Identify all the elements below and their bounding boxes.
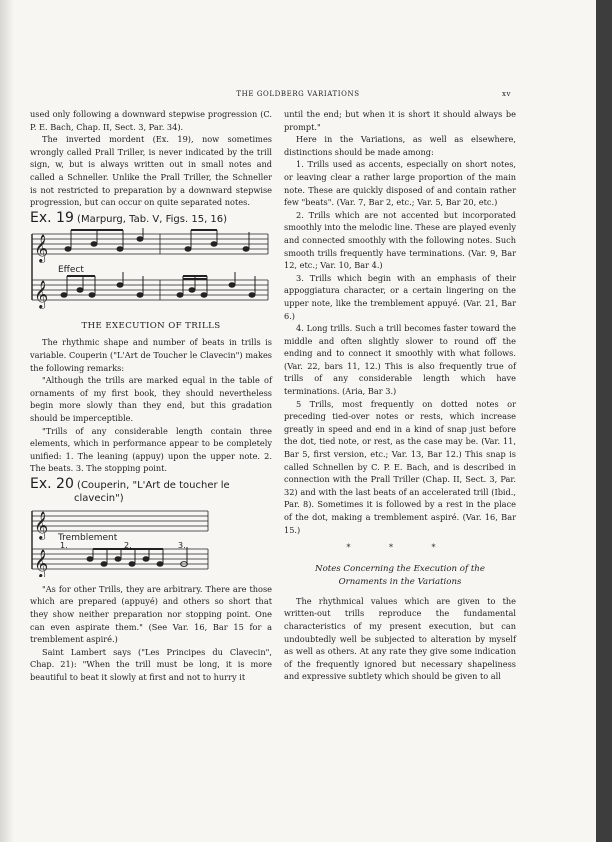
music-example-20 [28, 507, 272, 577]
section-divider: * * * [346, 543, 454, 553]
paragraph: "Trills of any considerable length contain three elements, which in performance appear to be completely unified: 1. The leaning (appuy) upon the upper note. 2. The beats. 3. The stopping point. [30, 425, 272, 474]
svg-text:𝄞: 𝄞 [34, 279, 49, 308]
example-number: Ex. 19 [30, 209, 74, 226]
right-column [284, 108, 516, 683]
list-item: 4. Long trills. Such a trill becomes faster toward the middle and often slightly slower to round off the ending and to connect it smoothly with what follows. (Var. 22, bars 11, 12.) This is also frequently true of trills of any considerable length which have terminations. (Aria, Bar 3.) [284, 323, 516, 397]
list-item: 2. Trills which are not accented but incorporated smoothly into the melodic line. These are played evenly and connected smoothly with the following notes. Such smooth trills frequently have terminations. (Var. 9, Bar 12, etc.; Var. 10, Bar 4.) [284, 209, 516, 271]
music-example-19 [28, 228, 272, 314]
subsection-heading-line-1: Notes Concerning the Execution of the [315, 563, 485, 574]
element-3-label: 3. [178, 540, 186, 550]
list-item: 3. Trills which begin with an emphasis of their appoggiatura character, or a certain lingering on the upper note, like the tremblement appuyé. (Var. 21, Bar 6.) [284, 272, 516, 321]
element-2-label: 2. [124, 540, 132, 550]
example-caption: (Marpurg, Tab. V, Figs. 15, 16) [77, 213, 228, 225]
list-item: 5 Trills, most frequently on dotted notes or preceding tied-over notes or rests, which increase greatly in speed and end in a kind of snap just before the dot, tied note, or rest, as the case may be. (Var. 11, Bar 5, first version, etc.; Var. 13, Bar 12.) This snap is called Schnellen by C. P. E. Bach, and is described in connection with the Prall Triller (Chap. II, Sect. 3, Par. 32) and with the last beats of an accelerated trill (Ibid., Par. 8). Sometimes it is followed by a rest in the place of the dot, making a tremblement aspiré. (Var. 16, Bar 15.) [284, 398, 516, 535]
tremblement-label: Tremblement [58, 532, 118, 543]
element-1-label: 1. [60, 540, 68, 550]
example-19-title [30, 209, 272, 226]
paragraph: used only following a downward stepwise progression (C. P. E. Bach, Chap. II, Sect. 3, Par. 34). [30, 109, 272, 132]
scan-background [596, 0, 612, 842]
example-caption-cont: clavecin") [74, 492, 124, 504]
example-number: Ex. 20 [30, 475, 74, 492]
paragraph: until the end; but when it is short it should always be prompt." [284, 109, 516, 132]
page-number: xv [502, 90, 511, 98]
example-20-title [30, 475, 272, 505]
running-title: THE GOLDBERG VARIATIONS [236, 90, 360, 98]
subsection-heading [284, 563, 516, 589]
binding-gutter [0, 0, 14, 842]
list-item: 1. Trills used as accents, especially on short notes, or leaving clear a rather large proportion of the main note. These are quickly disposed of and contain rather few "beats". (Var. 7, Bar 2, etc.; Var. 5, Bar 20, etc.) [284, 159, 516, 208]
subsection-heading-line-2: Ornaments in the Variations [338, 576, 462, 587]
paragraph: "As for other Trills, they are arbitrary. There are those which are prepared (appuyé) and others so short that they show neither preparation nor stopping point. One can even aspirate them." (See Var. 16, Bar 15 for a tremblement aspiré.) [30, 583, 272, 645]
svg-text:𝄞: 𝄞 [34, 233, 49, 262]
svg-text:𝄞: 𝄞 [34, 548, 49, 577]
paragraph: The inverted mordent (Ex. 19), now sometimes wrongly called Prall Triller, is never indicated by the trill sign, w, but is always written out in small notes and called a Schneller. Unlike the Prall Triller, the Schneller is not restricted to preparation by a downward stepwise progression, but can occur on quite separated notes. [30, 134, 272, 208]
effect-label: Effect [58, 264, 84, 275]
paragraph: The rhythmical values which are given to the written-out trills reproduce the fundamental characteristics of my present execution, but can undoubtedly well be subjected to alteration by myself as well as others. At any rate they give some indication of the frequently ignored but necessary shapeliness and expressive subtlety which should be given to all [284, 595, 516, 682]
paragraph: Here in the Variations, as well as elsewhere, distinctions should be made among: [284, 134, 516, 157]
left-column [30, 108, 272, 684]
paragraph: "Although the trills are marked equal in the table of ornaments of my first book, they should nevertheless begin more slowly than they end, but this gradation should be imperceptible. [30, 375, 272, 423]
section-heading: THE EXECUTION OF TRILLS [81, 320, 221, 331]
paragraph: Saint Lambert says ("Les Principes du Clavecin", Chap. 21): "When the trill must be long, it is more beautiful to beat it slowly at first and not to hurry it [30, 646, 272, 683]
example-caption: (Couperin, "L'Art de toucher le [77, 479, 230, 491]
paragraph: The rhythmic shape and number of beats in trills is variable. Couperin ("L'Art de Toucher le Clavecin") makes the following remarks: [30, 337, 272, 373]
svg-text:𝄞: 𝄞 [34, 510, 49, 539]
